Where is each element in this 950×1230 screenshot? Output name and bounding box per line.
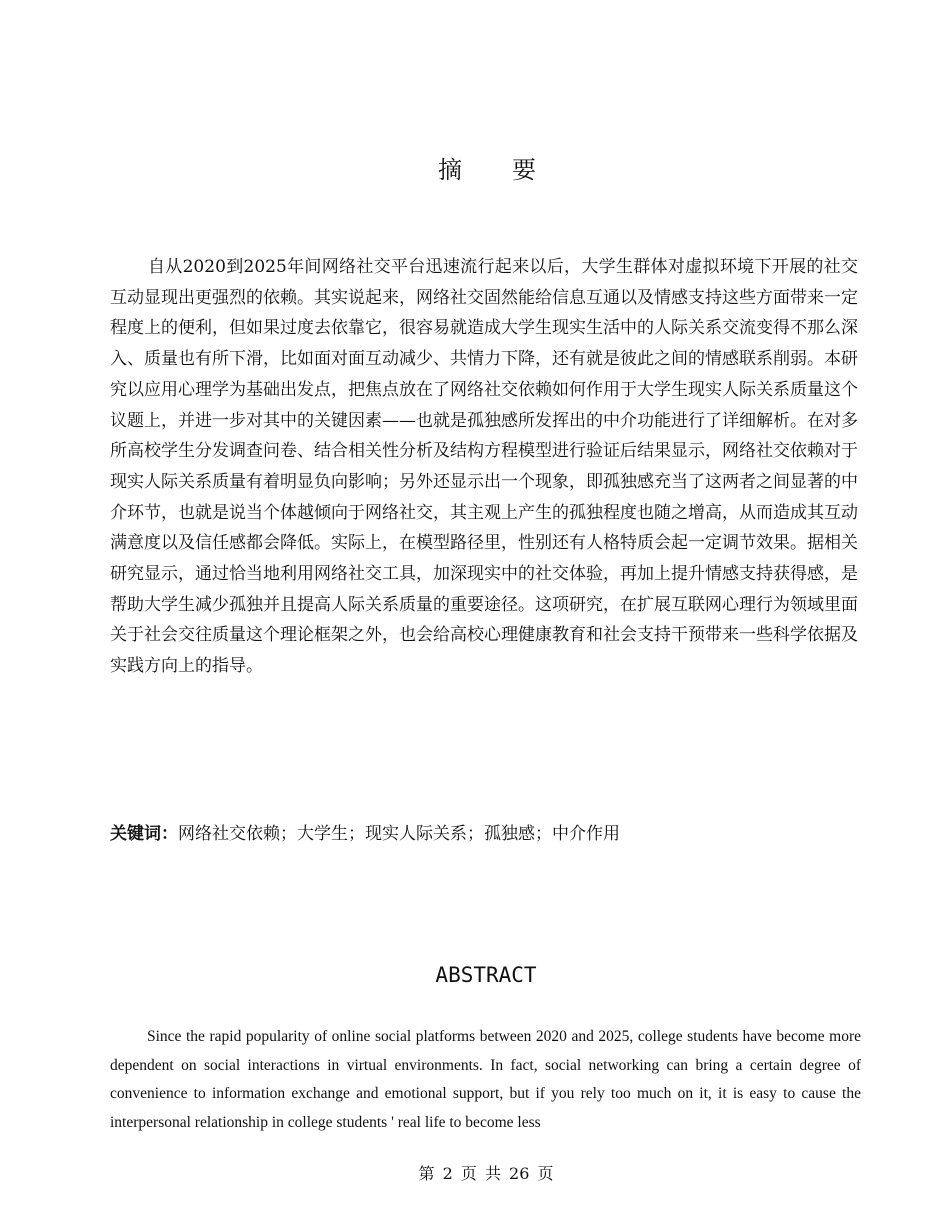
- title-char-1: 摘: [438, 156, 462, 184]
- title-char-2: 要: [512, 156, 536, 184]
- keywords-line: [110, 819, 870, 849]
- keywords-label: 关键词：: [110, 824, 178, 844]
- chinese-abstract-body: 自从2020到2025年间网络社交平台迅速流行起来以后，大学生群体对虚拟环境下开展的社交互动显现出更强烈的依赖。其实说起来，网络社交固然能给信息互通以及情感支持这些方面带来一定程度上的便利，但如果过度去依靠它，很容易就造成大学生现实生活中的人际关系交流变得不那么深入、质量也有所下滑，比如面对面互动减少、共情力下降，还有就是彼此之间的情感联系削弱。本研究以应用心理学为基础出发点，把焦点放在了网络社交依赖如何作用于大学生现实人际关系质量这个议题上，并进一步对其中的关键因素——也就是孤独感所发挥出的中介功能进行了详细解析。在对多所高校学生分发调查问卷、结合相关性分析及结构方程模型进行验证后结果显示，网络社交依赖对于现实人际关系质量有着明显负向影响；另外还显示出一个现象，即孤独感充当了这两者之间显著的中介环节，也就是说当个体越倾向于网络社交，其主观上产生的孤独程度也随之增高，从而造成其互动满意度以及信任感都会降低。实际上，在模型路径里，性别还有人格特质会起一定调节效果。据相关研究显示，通过恰当地利用网络社交工具，加深现实中的社交体验，再加上提升情感支持获得感，是帮助大学生减少孤独并且提高人际关系质量的重要途径。这项研究，在扩展互联网心理行为领域里面关于社会交往质量这个理论框架之外，也会给高校心理健康教育和社会支持干预带来一些科学依据及实践方向上的指导。: [110, 257, 858, 677]
- chinese-abstract-title: [0, 150, 950, 185]
- page-footer: 第 2 页 共 26 页: [418, 1164, 554, 1183]
- english-abstract-title: ABSTRACT: [435, 963, 537, 987]
- keywords-text: 网络社交依赖；大学生；现实人际关系；孤独感；中介作用: [178, 824, 620, 844]
- english-abstract-body: Since the rapid popularity of online social platforms between 2020 and 2025, college students have become more dependent on social interactions in virtual environments. In fact, social networking can bring a certain degree of convenience to information exchange and emotional support, but if you rely too much on it, it is easy to cause the interpersonal relationship in college students ' real life to become less: [110, 1028, 861, 1131]
